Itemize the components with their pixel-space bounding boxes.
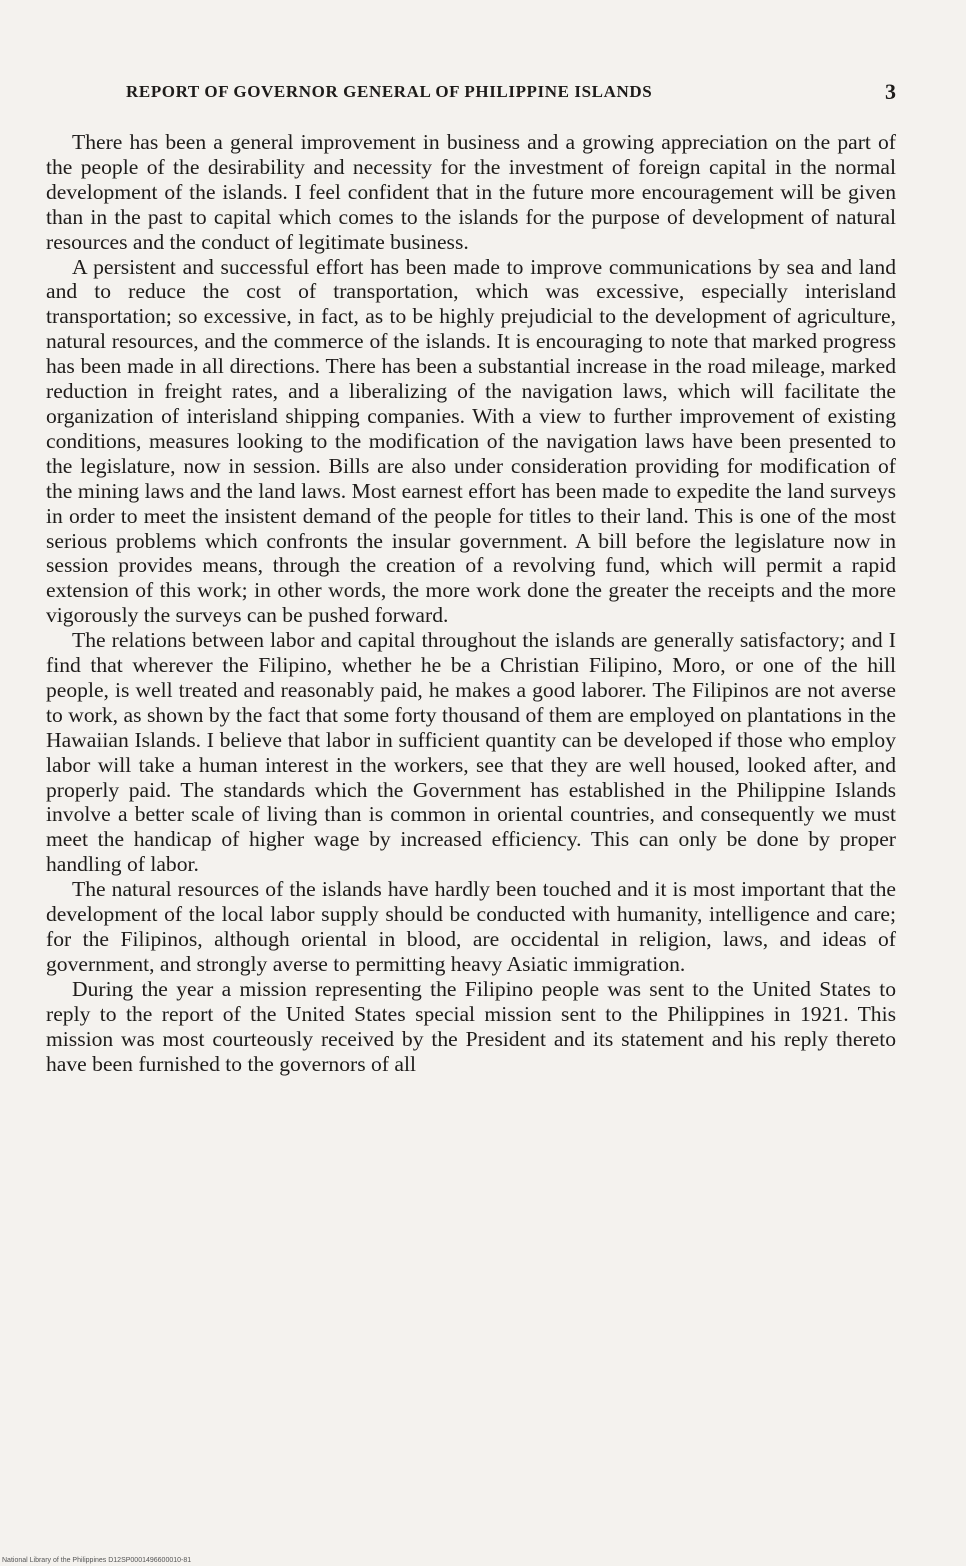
page-number: 3 bbox=[885, 79, 896, 104]
paragraph-labor-capital: The relations between labor and capital throughout the islands are generally satisfactory; and I find that wherever the Filipino, whether he be a Christian Filipino, Moro, or one of the hill people, is well treated and reasonably paid, he makes a good laborer. The Filipinos are not averse to work, as shown by the fact that some forty thousand of them are employed on plantations in the Hawaiian Islands. I believe that labor in sufficient quantity can be developed if those who employ labor will take a human interest in the workers, see that they are well housed, looked after, and properly paid. The standards which the Government has established in the Philippine Islands involve a better scale of living than is common in oriental countries, and consequently we must meet the handicap of higher wage by increased efficiency. This can only be done by proper handling of labor. bbox=[46, 628, 896, 877]
paragraph-business: There has been a general improvement in business and a growing appreciation on the part of the people of the desirability and necessity for the investment of foreign capital in the normal development of the islands. I feel confident that in the future more encouragement will be given than in the past to capital which comes to the islands for the purpose of development of natural resources and the conduct of legitimate business. bbox=[46, 130, 896, 254]
body-text bbox=[46, 130, 896, 1076]
scan-source-note: National Library of the Philippines D12SP0001496600010-81 bbox=[2, 1557, 192, 1564]
running-head bbox=[46, 79, 896, 116]
paragraph-mission: During the year a mission representing the Filipino people was sent to the United States to reply to the report of the United States special mission sent to the Philippines in 1921. This mission was most courteously received by the President and its statement and his reply thereto have been furnished to the governors of all bbox=[46, 976, 896, 1076]
paragraph-communications: A persistent and successful effort has been made to improve communications by sea and land and to reduce the cost of transportation, which was excessive, especially interisland transportation; so excessive, in fact, as to be highly prejudicial to the development of agriculture, natural resources, and the commerce of the islands. It is encouraging to note that marked progress has been made in all directions. There has been a substantial increase in the road mileage, marked reduction in freight rates, and a liberalizing of the navigation laws, which will facilitate the organization of interisland shipping companies. With a view to further improvement of existing conditions, measures looking to the modification of the navigation laws have been presented to the legislature, now in session. Bills are also under consideration providing for modification of the mining laws and the land laws. Most earnest effort has been made to expedite the land surveys in order to meet the insistent demand of the people for titles to their land. This is one of the most serious problems which confronts the insular government. A bill before the legislature now in session provides means, through the creation of a revolving fund, which will permit a rapid extension of this work; in other words, the more work done the greater the receipts and the more vigorously the surveys can be pushed forward. bbox=[46, 254, 896, 628]
page-content bbox=[46, 79, 896, 1522]
running-title: REPORT OF GOVERNOR GENERAL OF PHILIPPINE ISLANDS bbox=[126, 82, 653, 101]
paragraph-natural-resources: The natural resources of the islands have hardly been touched and it is most important that the development of the local labor supply should be conducted with humanity, intelligence and care; for the Filipinos, although oriental in blood, are occidental in religion, laws, and ideas of government, and strongly averse to permitting heavy Asiatic immigration. bbox=[46, 877, 896, 976]
